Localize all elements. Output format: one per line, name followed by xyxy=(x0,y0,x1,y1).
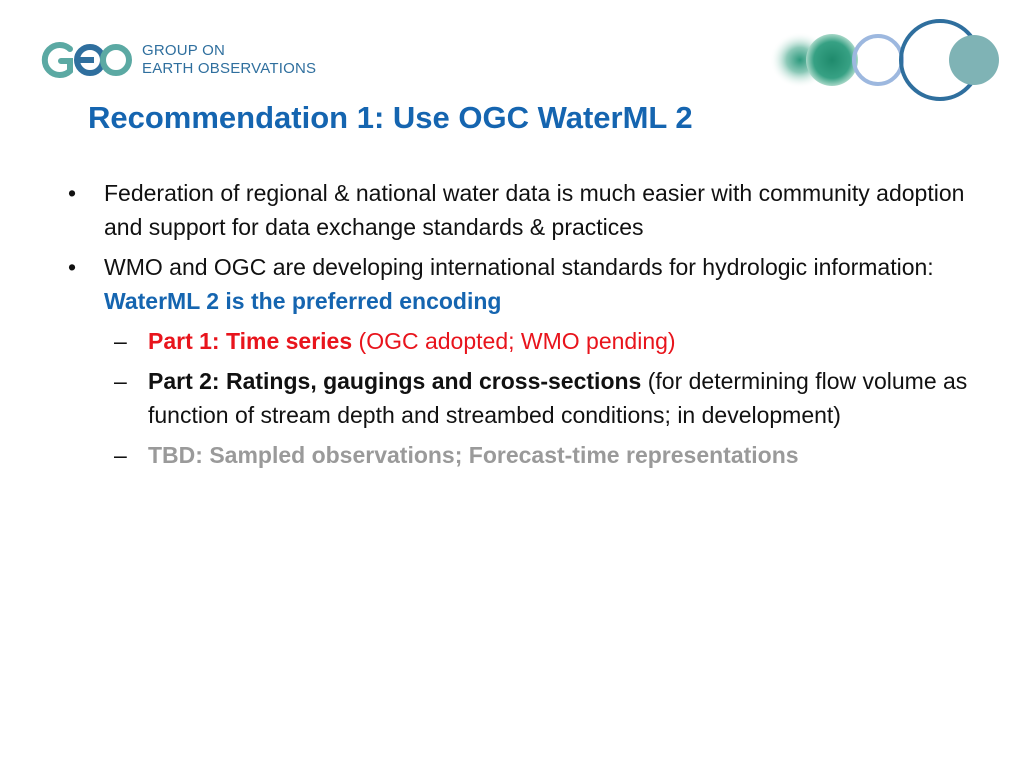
sub-bullet-marker: – xyxy=(114,328,127,354)
sub-bullet-item xyxy=(68,438,988,472)
bullet-item xyxy=(68,176,988,244)
geo-logo xyxy=(40,40,316,80)
sub-bullet-bold: Part 2: Ratings, gaugings and cross-sections xyxy=(148,368,642,394)
logo-text xyxy=(142,42,316,78)
bullet-highlight: WaterML 2 is the preferred encoding xyxy=(104,288,502,314)
bullet-item xyxy=(68,250,988,318)
bullet-text: Federation of regional & national water data is much easier with community adoption and support for data exchange standards & practices xyxy=(104,180,965,240)
bullet-text: WMO and OGC are developing international standards for hydrologic information: xyxy=(104,254,934,280)
sub-bullet-marker: – xyxy=(114,368,127,394)
sub-bullet-item xyxy=(68,324,988,358)
bullet-marker: • xyxy=(68,254,77,280)
sub-bullet-text: (for determining flow volume as function of stream depth and streambed conditions; in development) xyxy=(148,368,968,428)
circles-decoration-icon xyxy=(770,12,1010,108)
geo-logo-icon xyxy=(40,40,132,80)
logo-line-2: EARTH OBSERVATIONS xyxy=(142,60,317,77)
logo-line-1: GROUP ON xyxy=(142,42,226,59)
sub-bullet-marker: – xyxy=(114,442,127,468)
bullet-marker: • xyxy=(68,180,77,206)
bullet-list xyxy=(68,176,988,478)
sub-bullet-item xyxy=(68,364,988,432)
sub-bullet-bold: Part 1: Time series xyxy=(148,328,353,354)
slide-title: Recommendation 1: Use OGC WaterML 2 xyxy=(88,100,693,135)
sub-bullet-bold: TBD: Sampled observations; Forecast-time representations xyxy=(148,442,799,468)
sub-bullet-text: (OGC adopted; WMO pending) xyxy=(352,328,676,354)
